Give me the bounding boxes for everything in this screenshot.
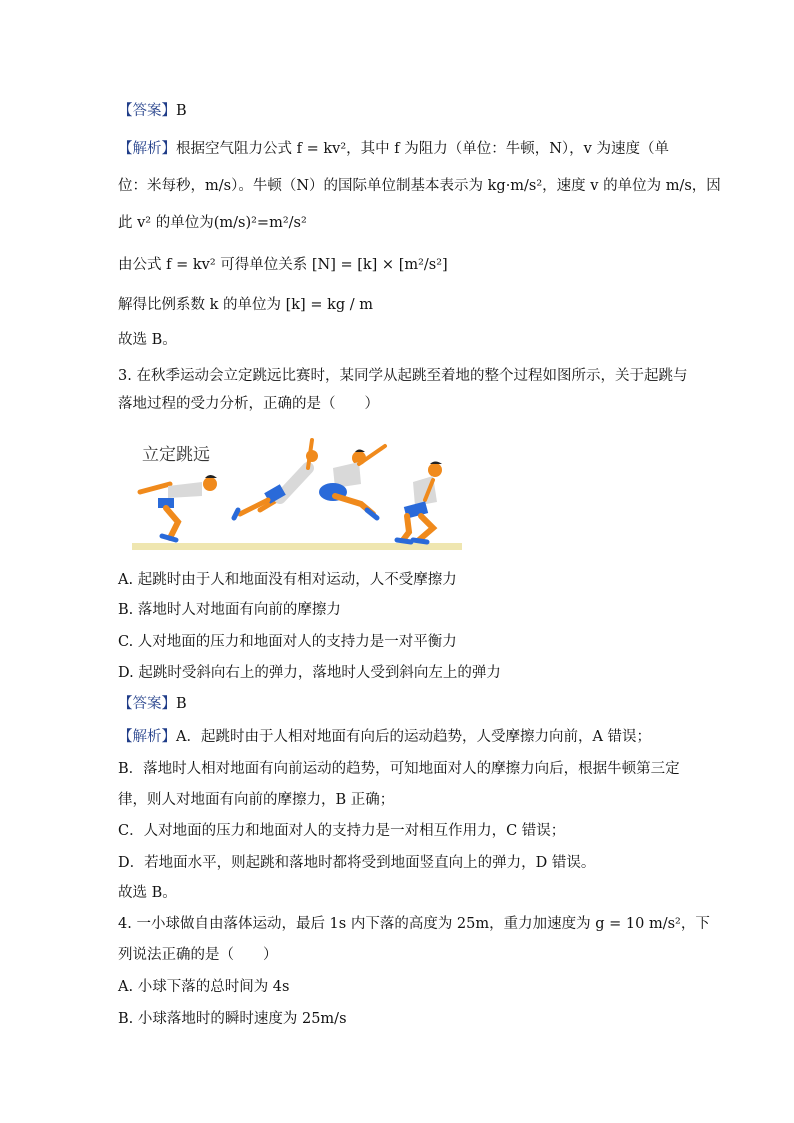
- q3-option-b: B. 落地时人对地面有向前的摩擦力: [118, 602, 341, 618]
- q3-analysis-tag: 【解析】: [118, 729, 176, 745]
- q3-option-c: C. 人对地面的压力和地面对人的支持力是一对平衡力: [118, 634, 457, 650]
- q3-option-d: D. 起跳时受斜向右上的弹力，落地时人受到斜向左上的弹力: [118, 665, 501, 681]
- q3-analysis-b1: B．落地时人相对地面有向前运动的趋势，可知地面对人的摩擦力向后，根据牛顿第三定: [118, 761, 680, 777]
- q4-stem-line1: 4. 一小球做自由落体运动，最后 1s 内下落的高度为 25m，重力加速度为 g = 10 m/s²，下: [118, 916, 710, 932]
- q4-option-b: B. 小球落地时的瞬时速度为 25m/s: [118, 1011, 347, 1027]
- q2-answer: [118, 101, 187, 121]
- q2-analysis-tag: 【解析】: [118, 141, 176, 157]
- q2-analysis-line2: 位：米每秒，m/s）。牛顿（N）的国际单位制基本表示为 kg·m/s²，速度 v 的单位为 m/s，因: [118, 178, 721, 194]
- q2-analysis-line3: 此 v² 的单位为(m/s)²=m²/s²: [118, 215, 307, 231]
- q2-analysis-text1: 根据空气阻力公式 f = kv²，其中 f 为阻力（单位：牛顿，N），v 为速度（单: [176, 141, 669, 157]
- q3-analysis-a-text: A．起跳时由于人相对地面有向后的运动趋势，人受摩擦力向前，A 错误；: [176, 729, 652, 745]
- q3-stem-line2: 落地过程的受力分析，正确的是（ ）: [118, 396, 379, 412]
- q3-option-a: A. 起跳时由于人和地面没有相对运动，人不受摩擦力: [118, 572, 457, 588]
- ground-strip: [132, 543, 462, 550]
- q3-conclusion: 故选 B。: [118, 885, 177, 901]
- q2-analysis-line1: [118, 139, 669, 159]
- q2-answer-tag: 【答案】: [118, 103, 176, 119]
- jumper-landing: [397, 462, 442, 543]
- jumper-takeoff: [140, 475, 217, 540]
- q3-stem-line1: 3. 在秋季运动会立定跳远比赛时，某同学从起跳至着地的整个过程如图所示，关于起跳与: [118, 368, 688, 384]
- q3-analysis-b2: 律，则人对地面有向前的摩擦力，B 正确；: [118, 792, 395, 808]
- q2-conclusion: 故选 B。: [118, 332, 177, 348]
- figure-caption: 立定跳远: [142, 445, 210, 465]
- q4-option-a: A. 小球下落的总时间为 4s: [118, 979, 290, 995]
- q3-analysis-d: D．若地面水平，则起跳和落地时都将受到地面竖直向上的弹力，D 错误。: [118, 855, 596, 871]
- q4-stem-line2: 列说法正确的是（ ）: [118, 947, 278, 963]
- q3-analysis-c: C．人对地面的压力和地面对人的支持力是一对相互作用力，C 错误；: [118, 823, 566, 839]
- jumper-tuck: [319, 446, 385, 518]
- q3-answer-tag: 【答案】: [118, 696, 176, 712]
- long-jump-illustration: [130, 430, 465, 555]
- jumper-flight: [234, 440, 318, 518]
- q2-solve-line: 解得比例系数 k 的单位为 [k] = kg / m: [118, 297, 374, 313]
- long-jump-figure: [130, 430, 465, 555]
- q2-answer-value: B: [176, 103, 187, 119]
- q3-answer-value: B: [176, 696, 187, 712]
- q2-formula-line: 由公式 f = kv² 可得单位关系 [N] = [k] × [m²/s²]: [118, 257, 448, 273]
- q3-analysis-a: [118, 727, 651, 747]
- q3-answer: [118, 694, 187, 714]
